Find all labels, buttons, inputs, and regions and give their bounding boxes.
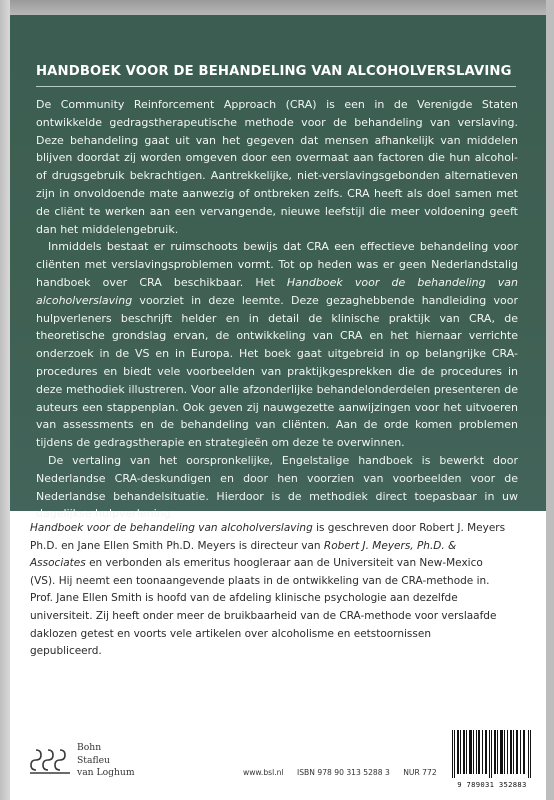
barcode-area: [444, 726, 540, 792]
isbn-text: ISBN 978 90 313 5288 3: [297, 768, 390, 777]
bio-company: Robert J. Meyers, Ph.D. & Associates: [30, 539, 457, 570]
barcode-icon: [450, 730, 534, 778]
description-paragraph-1: De Community Reinforcement Approach (CRA) is een in de Verenigde Staten ontwikkelde gedragstherapeutische methode voor de behandeling van verslaving. Deze behandeling gaat uit van het gegeven dat mensen afhankelijk van middelen blijven doordat zij worden omgeven door een overmaat aan factoren die hun alcohol- of drugsgebruik bekrachtigen. Aantrekkelijke, niet-verslavingsgebonden alternatieven zijn in onvoldoende mate aanwezig of ontbreken zelfs. CRA heeft als doel samen met de cliënt te werken aan een vervangende, nieuwe leefstijl die meer voldoening geeft dan het middelengebruik.: [36, 98, 518, 236]
bsl-logo-icon: [30, 746, 70, 776]
publisher-website: www.bsl.nl: [243, 768, 284, 777]
book-title-heading: HANDBOEK VOOR DE BEHANDELING VAN ALCOHOLVERSLAVING: [36, 64, 512, 79]
description-text: [36, 96, 518, 523]
publisher-block: [30, 742, 150, 784]
description-paragraph-3: De vertaling van het oorspronkelijke, Engelstalige handboek is bewerkt door Nederlandse CRA-deskundigen en door hen voorzien van voorbeelden voor de Nederlandse behandelsituatie. Hierdoor is de methodiek direct toepasbaar in uw dagelijkse hulpverlening.: [36, 453, 518, 521]
nur-code: NUR 772: [403, 768, 437, 777]
book-title-italic: Handboek voor de behandeling van alcoholverslaving: [36, 275, 518, 307]
book-right-edge: [546, 0, 554, 800]
barcode-digits: 9 789031 352883: [457, 780, 527, 789]
heading-divider: [36, 86, 516, 87]
description-paragraph-2: Inmiddels bestaat er ruimschoots bewijs dat CRA een effectieve behandeling voor cliënten met verslavingsproblemen vormt. Tot op heden was er geen Nederlandstalig handboek over CRA beschikbaar. Het Handboek voor de behandeling van alcoholverslaving voorziet in deze leemte. Deze gezaghebbende handleiding voor hulpverleners beschrijft helder en in detail de klinische praktijk van CRA, de theoretische grondslag ervan, de ontwikkeling van CRA en het hiernaar verrichte onderzoek in de VS en in Europa. Het boek gaat uitgebreid in op belangrijke CRA-procedures en biedt vele voorbeelden van praktijkgesprekken die de procedures in deze methodiek illustreren. Voor alle afzonderlijke behandelonderdelen presenteren de auteurs een stappenplan. Ook geven zij nauwgezette aanwijzingen voor het uitvoeren van assessments en de behandeling van cliënten. Aan de orde komen problemen tijdens de gedragstherapie en strategieën om deze te overwinnen.: [36, 240, 518, 450]
book-spine-edge: [0, 0, 10, 800]
footer-info: [243, 768, 448, 777]
publisher-name: Bohn Stafleu van Loghum: [77, 742, 135, 778]
author-bio: Handboek voor de behandeling van alcoholverslaving is geschreven door Robert J. Meyers Ph.D. en Jane Ellen Smith Ph.D. Meyers is directeur van Robert J. Meyers, Ph.D. & Associates en verbonden als emeritus hoogleraar aan de Universiteit van New-Mexico (VS). Hij neemt een toonaangevende plaats in de ontwikkeling van de CRA-methode in. Prof. Jane Ellen Smith is hoofd van de afdeling klinische psychologie aan dezelfde universiteit. Zij heeft onder meer de bruikbaarheid van de CRA-methode voor verslaafde daklozen getest en voorts vele artikelen over alcoholisme en eetstoornissen gepubliceerd.: [30, 522, 506, 658]
bio-book-title: Handboek voor de behandeling van alcoholverslaving: [30, 522, 313, 534]
top-band: [10, 0, 546, 15]
